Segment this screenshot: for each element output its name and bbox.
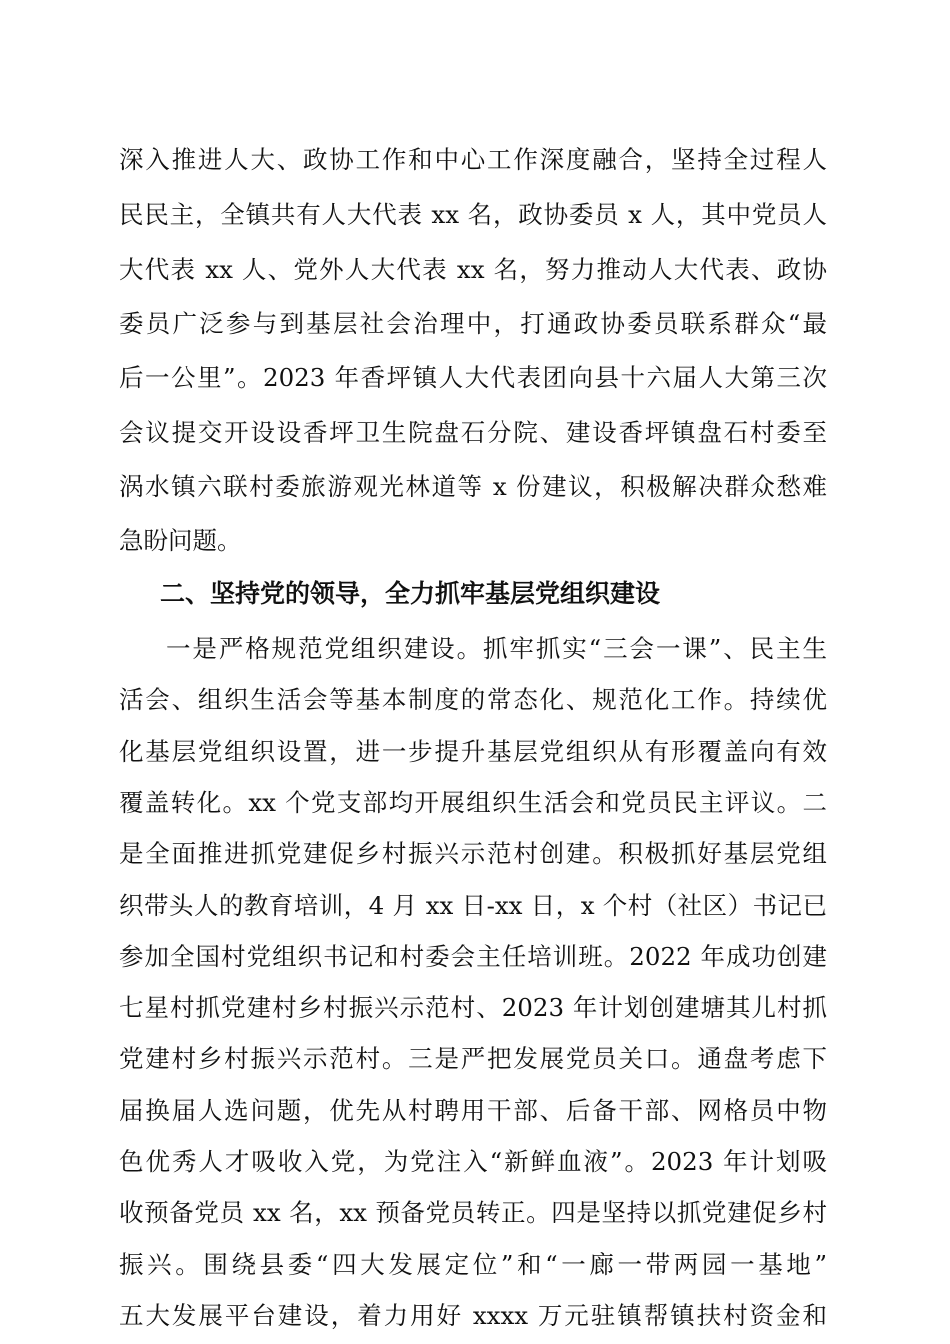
paragraph-line: 涡水镇六联村委旅游观光林道等 x 份建议，积极解决群众愁难 — [119, 472, 827, 501]
paragraph-line: 参加全国村党组织书记和村委会主任培训班。2022 年成功创建 — [119, 942, 827, 971]
section-heading: 二、坚持党的领导，全力抓牢基层党组织建设 — [160, 579, 661, 608]
paragraph-line: 届换届人选问题，优先从村聘用干部、后备干部、网格员中物 — [119, 1096, 827, 1125]
paragraph-line: 一是严格规范党组织建设。抓牢抓实“三会一课”、民主生 — [166, 634, 827, 663]
paragraph-line: 是全面推进抓党建促乡村振兴示范村创建。积极抓好基层党组 — [119, 839, 827, 868]
paragraph-line: 党建村乡村振兴示范村。三是严把发展党员关口。通盘考虑下 — [119, 1044, 827, 1073]
paragraph-line: 活会、组织生活会等基本制度的常态化、规范化工作。持续优 — [119, 685, 827, 714]
paragraph-line: 五大发展平台建设，着力用好 xxxx 万元驻镇帮镇扶村资金和 — [119, 1301, 827, 1330]
paragraph-line: 大代表 xx 人、党外人大代表 xx 名，努力推动人大代表、政协 — [119, 255, 827, 284]
paragraph-line: 化基层党组织设置，进一步提升基层党组织从有形覆盖向有效 — [119, 737, 827, 766]
paragraph-line: 七星村抓党建村乡村振兴示范村、2023 年计划创建塘其儿村抓 — [119, 993, 827, 1022]
paragraph-line: 深入推进人大、政协工作和中心工作深度融合，坚持全过程人 — [119, 145, 827, 174]
paragraph-line: 委员广泛参与到基层社会治理中，打通政协委员联系群众“最 — [119, 309, 827, 338]
paragraph-line: 织带头人的教育培训，4 月 xx 日-xx 日，x 个村（社区）书记已 — [119, 891, 827, 920]
paragraph-line: 民民主，全镇共有人大代表 xx 名，政协委员 x 人，其中党员人 — [119, 200, 827, 229]
paragraph-line: 急盼问题。 — [119, 526, 242, 555]
paragraph-line: 振兴。围绕县委“四大发展定位”和“一廊一带两园一基地” — [119, 1250, 827, 1279]
paragraph-line: 会议提交开设设香坪卫生院盘石分院、建设香坪镇盘石村委至 — [119, 418, 827, 447]
paragraph-line: 收预备党员 xx 名，xx 预备党员转正。四是坚持以抓党建促乡村 — [119, 1198, 827, 1227]
paragraph-line: 色优秀人才吸收入党，为党注入“新鲜血液”。2023 年计划吸 — [119, 1147, 827, 1176]
paragraph-line: 覆盖转化。xx 个党支部均开展组织生活会和党员民主评议。二 — [119, 788, 827, 817]
paragraph-line: 后一公里”。2023 年香坪镇人大代表团向县十六届人大第三次 — [119, 363, 827, 392]
